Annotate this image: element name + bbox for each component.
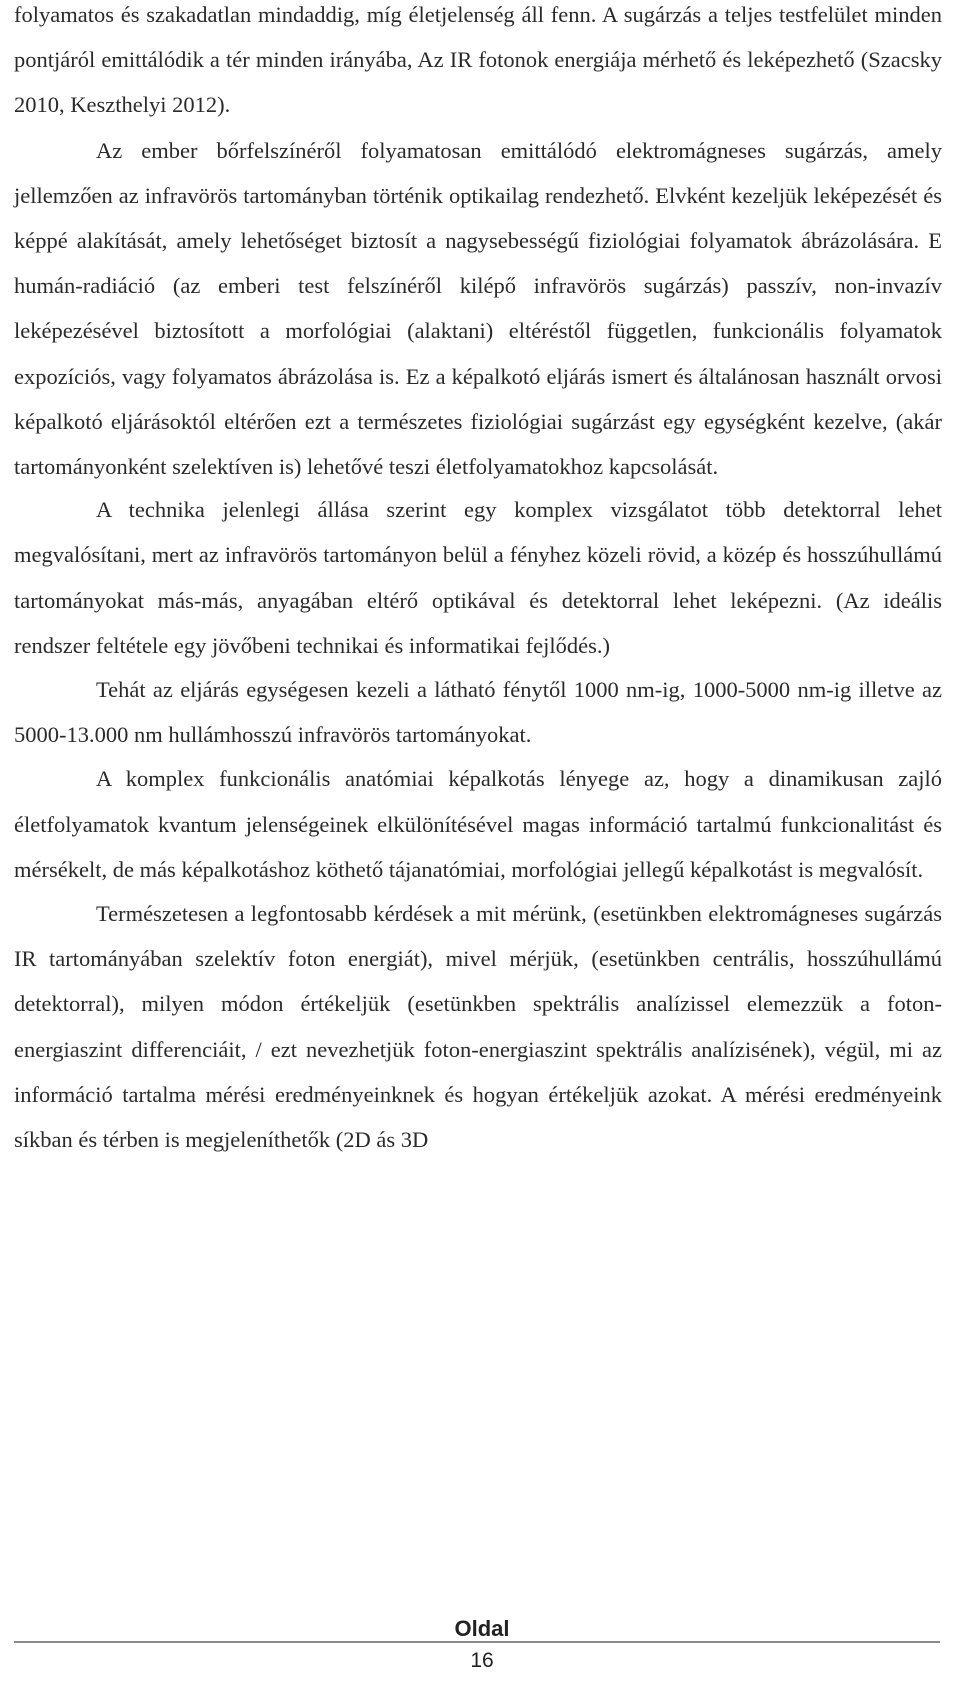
footer-divider (14, 1641, 940, 1643)
paragraph-4: Tehát az eljárás egységesen kezeli a látható fénytől 1000 nm-ig, 1000-5000 nm-ig illetve az 5000-13.000 nm hullámhosszú infravörös tartományokat. (14, 677, 942, 748)
footer-page-label: Oldal (454, 1616, 510, 1641)
paragraph-6: Természetesen a legfontosabb kérdések a mit mérünk, (esetünkben elektromágneses sugárzás IR tartományában szelektív foton energiát), mivel mérjük, (esetünkben centrális, hosszúhullámú detektorral), milyen módon értékeljük (esetünkben spektrális analízissel elemezzük a foton-energiaszint differenciáit, / ezt nevezhetjük foton-energiaszint spektrális analízisének), végül, mi az információ tartalma mérési eredményeinknek és hogyan értékeljük azokat. A mérési eredményeink síkban és térben is megjeleníthetők (2D ás 3D (14, 901, 942, 1153)
page-footer (0, 1605, 960, 1707)
footer-page-number: 16 (470, 1649, 494, 1672)
document-page (14, 0, 942, 1162)
paragraph-1: folyamatos és szakadatlan mindaddig, míg életjelenség áll fenn. A sugárzás a teljes testfelület minden pontjáról emittálódik a tér minden irányába, Az IR fotonok energiája mérhető és leképezhető (Szacsky 2010, Keszthelyi 2012). (14, 2, 942, 118)
paragraph-2: Az ember bőrfelszínéről folyamatosan emittálódó elektromágneses sugárzás, amely jellemzően az infravörös tartományban történik optikailag rendezhető. Elvként kezeljük leképezését és képpé alakítását, amely lehetőséget biztosít a nagysebességű fiziológiai folyamatok ábrázolására. E humán-radiáció (az emberi test felszínéről kilépő infravörös sugárzás) passzív, non-invazív leképezésével biztosított a morfológiai (alaktani) eltéréstől független, funkcionális folyamatok expozíciós, vagy folyamatos ábrázolása is. Ez a képalkotó eljárás ismert és általánosan használt orvosi képalkotó eljárásoktól eltérően ezt a természetes fiziológiai sugárzást egy egységként kezelve, (akár tartományonként szelektíven is) lehetővé teszi életfolyamatokhoz kapcsolását. (14, 137, 942, 480)
paragraph-5: A komplex funkcionális anatómiai képalkotás lényege az, hogy a dinamikusan zajló életfolyamatok kvantum jelenségeinek elkülönítésével magas információ tartalmú funkcionalitást és mérsékelt, de más képalkotáshoz köthető tájanatómiai, morfológiai jellegű képalkotást is megvalósít. (14, 766, 942, 882)
paragraph-3: A technika jelenlegi állása szerint egy komplex vizsgálatot több detektorral lehet megvalósítani, mert az infravörös tartományon belül a fényhez közeli rövid, a közép és hosszúhullámú tartományokat más-más, anyagában eltérő optikával és detektorral lehet leképezni. (Az ideális rendszer feltétele egy jövőbeni technikai és informatikai fejlődés.) (14, 497, 942, 658)
